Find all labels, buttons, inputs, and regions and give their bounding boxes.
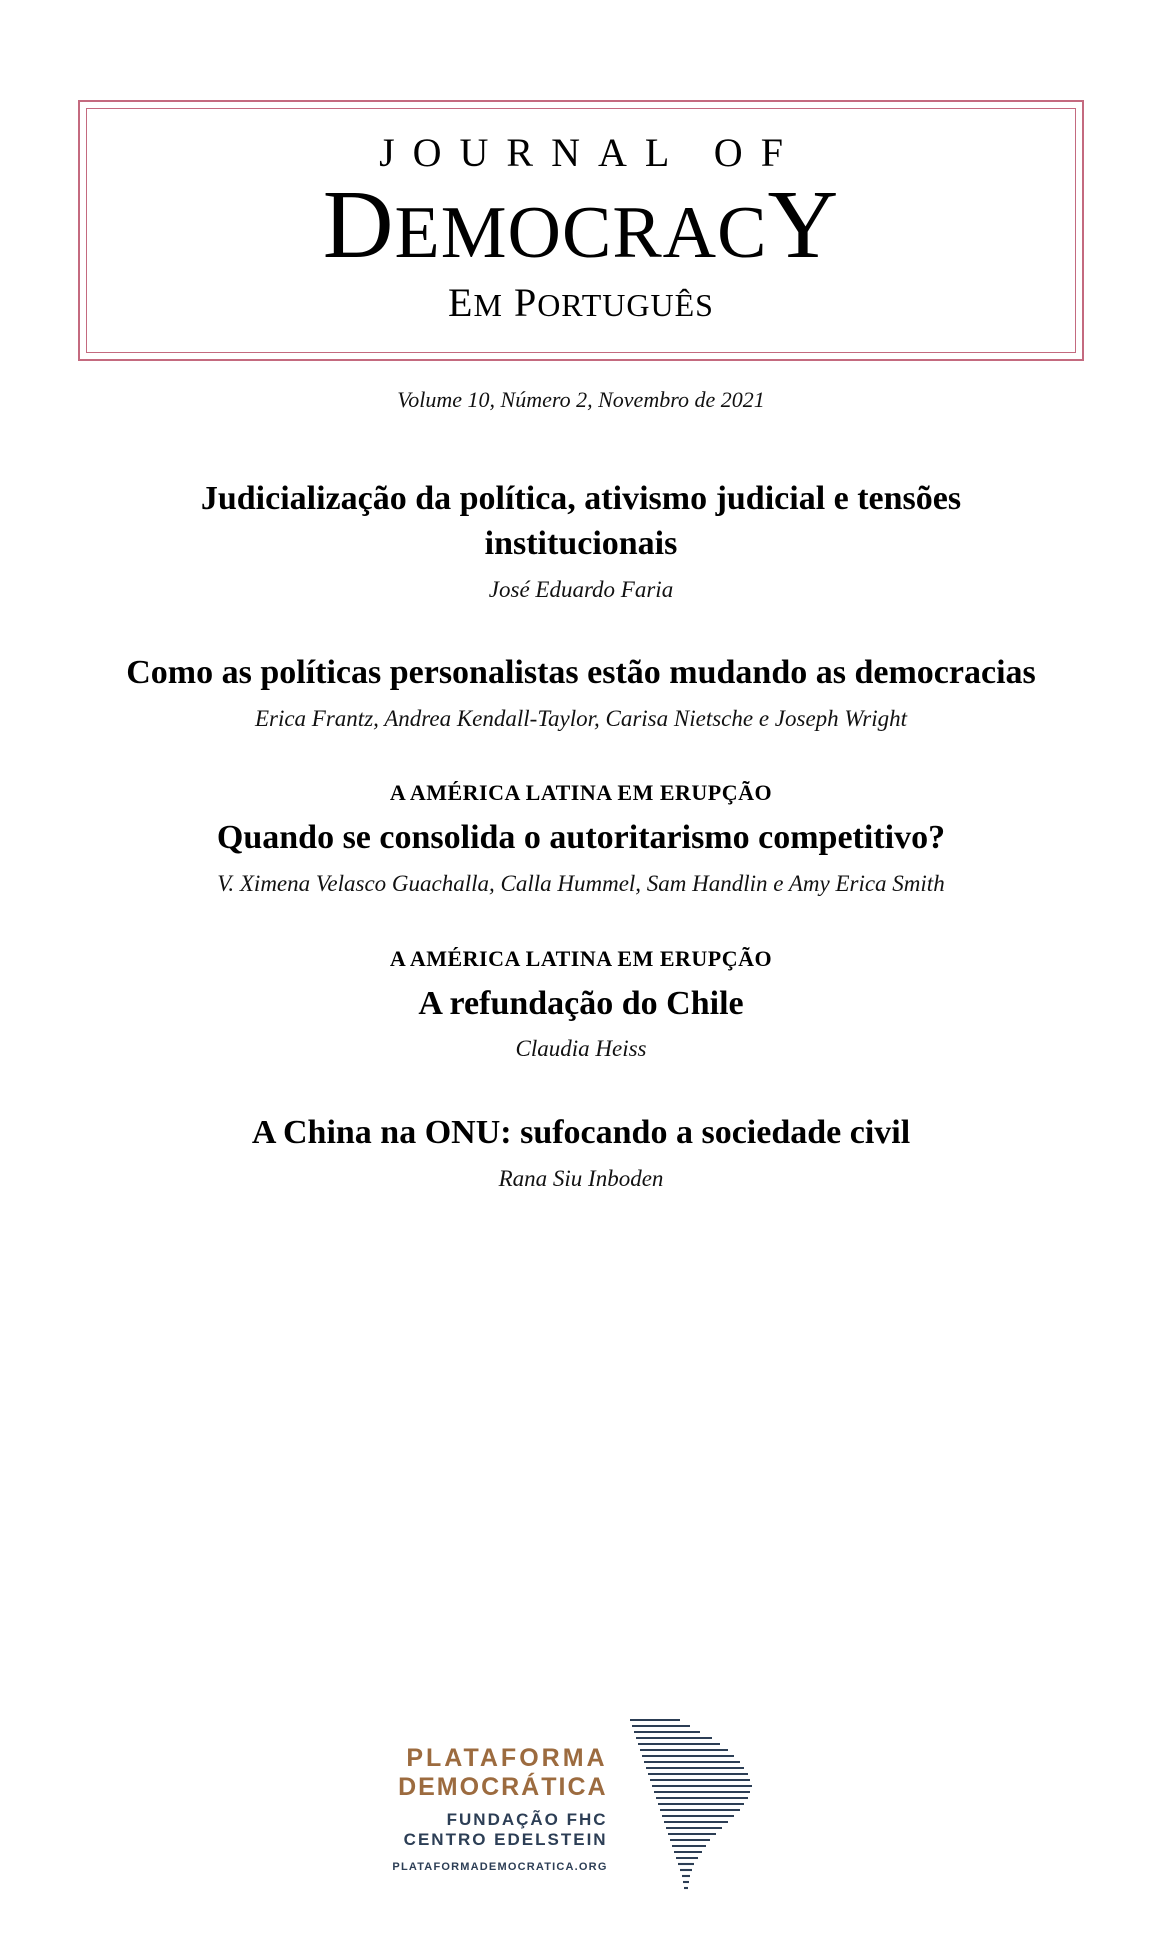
publisher-logo xyxy=(0,1714,1162,1904)
south-america-map-icon xyxy=(620,1714,770,1904)
masthead-frame xyxy=(78,100,1084,361)
article-title: Quando se consolida o autoritarismo competitivo? xyxy=(216,819,946,857)
logo-line-plataforma: PLATAFORMA xyxy=(406,1743,608,1772)
logo-line-fundacao: FUNDAÇÃO FHC xyxy=(446,1809,608,1829)
journal-cover-page xyxy=(0,100,1162,1956)
masthead-portugues-p: P xyxy=(513,280,538,326)
logo-line-democratica: DEMOCRÁTICA xyxy=(398,1772,608,1801)
list-item xyxy=(0,780,1162,899)
article-title: A refundação do Chile xyxy=(418,984,744,1022)
article-list xyxy=(0,477,1162,1194)
logo-wrap xyxy=(392,1714,769,1904)
article-authors: José Eduardo Faria xyxy=(488,576,674,602)
article-authors: Rana Siu Inboden xyxy=(498,1165,664,1191)
list-item xyxy=(0,477,1162,605)
masthead-journal-of: JOURNAL OF xyxy=(379,130,801,175)
article-kicker: A AMÉRICA LATINA EM ERUPÇÃO xyxy=(389,945,773,971)
list-item xyxy=(0,651,1162,734)
masthead-democracy-y: Y xyxy=(767,171,840,279)
article-authors: Claudia Heiss xyxy=(515,1036,647,1062)
masthead-democracy xyxy=(97,171,1065,279)
list-item xyxy=(0,1111,1162,1194)
issue-line: Volume 10, Número 2, Novembro de 2021 xyxy=(397,387,765,413)
article-title: A China na ONU: sufocando a sociedade civil xyxy=(251,1113,911,1151)
list-item xyxy=(0,946,1162,1065)
logo-line-centro: CENTRO EDELSTEIN xyxy=(403,1829,608,1849)
masthead-em-e: E xyxy=(448,280,474,326)
article-title: Como as políticas personalistas estão mudando as democracias xyxy=(126,654,1036,692)
masthead-democracy-rest: EMOCRAC xyxy=(394,192,768,274)
masthead-portugues-rest: ORTUGUÊS xyxy=(537,287,714,324)
masthead-democracy-d: D xyxy=(322,171,395,279)
masthead-em-m: M xyxy=(473,287,503,324)
masthead-inner xyxy=(86,108,1076,353)
logo-line-website: PLATAFORMADEMOCRATICA.ORG xyxy=(392,1861,608,1874)
article-authors: V. Ximena Velasco Guachalla, Calla Hummel, Sam Handlin e Amy Erica Smith xyxy=(217,871,945,897)
article-title: Judicialização da política, ativismo judicial e tensões institucionais xyxy=(200,480,962,562)
masthead-em-portugues xyxy=(97,279,1065,326)
article-kicker: A AMÉRICA LATINA EM ERUPÇÃO xyxy=(389,780,773,806)
article-authors: Erica Frantz, Andrea Kendall-Taylor, Carisa Nietsche e Joseph Wright xyxy=(254,706,908,732)
logo-text-block xyxy=(392,1744,607,1874)
